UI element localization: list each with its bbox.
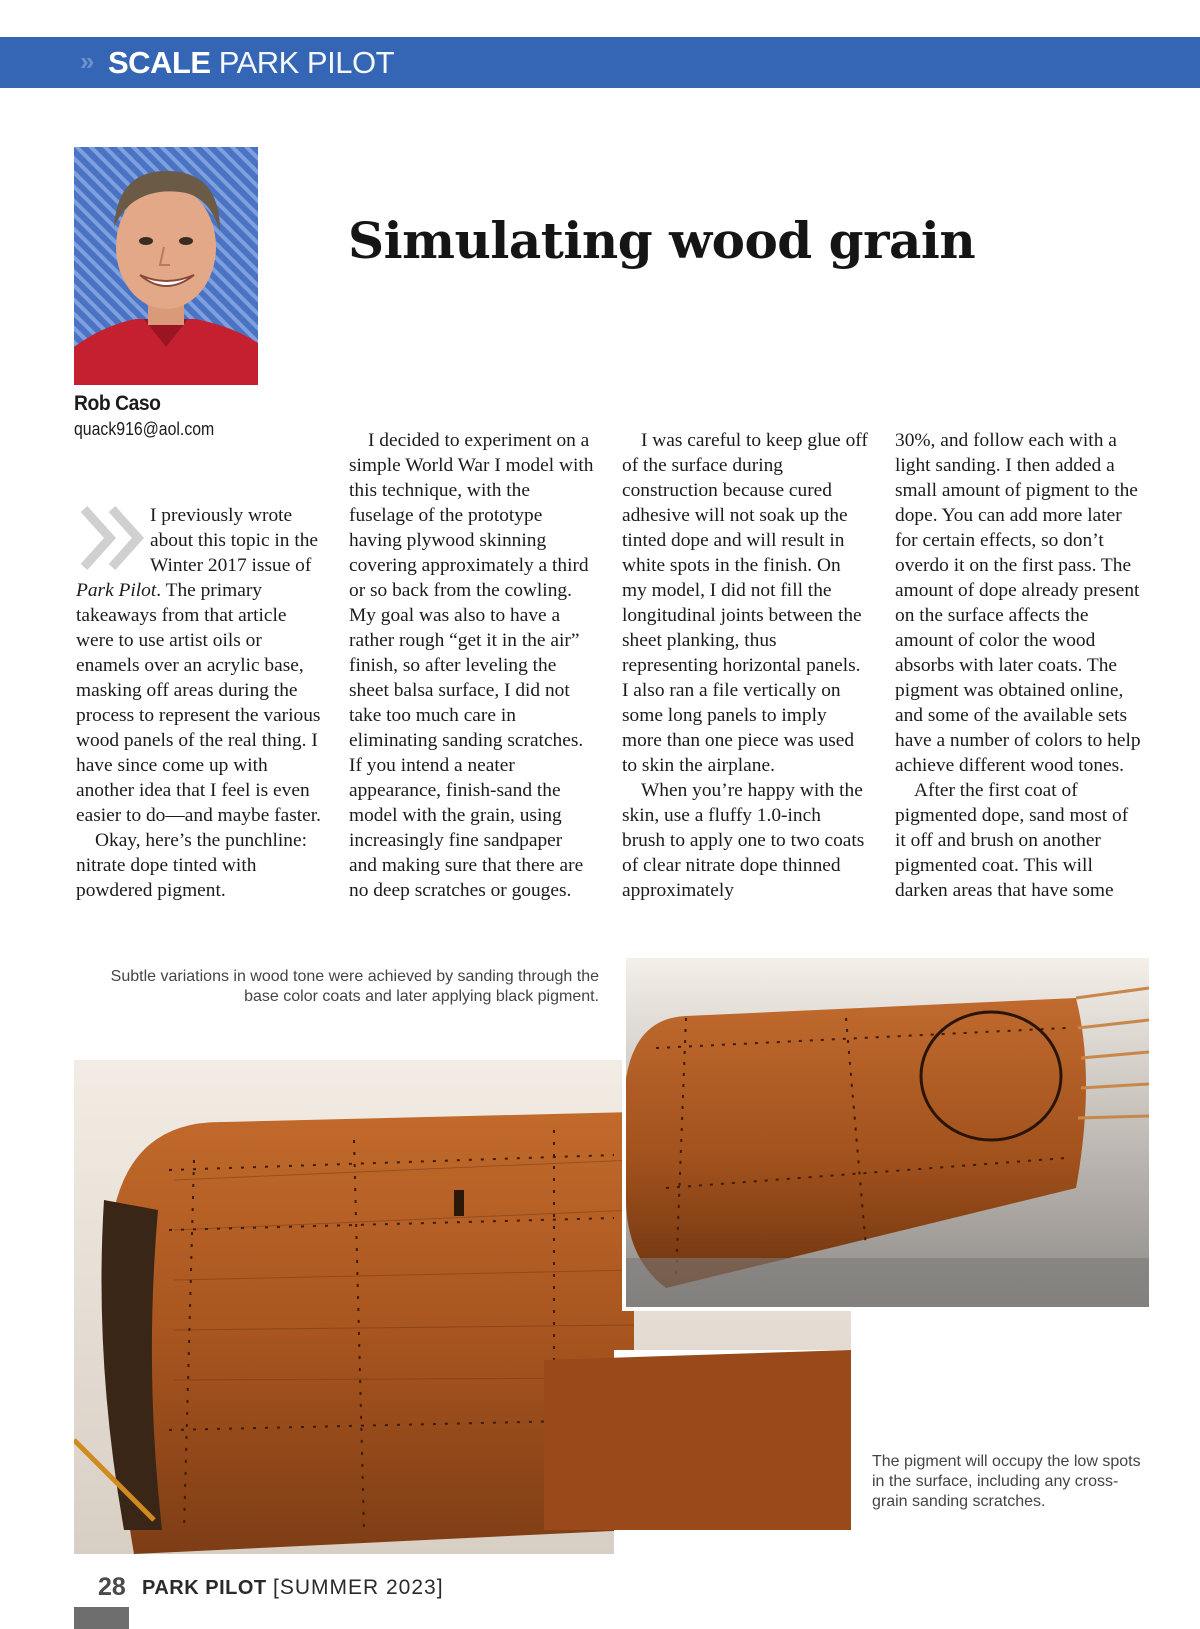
paragraph: I was careful to keep glue off of the surface during construction because cured adhesive will not soak up the tinted dope and will result in white spots in the finish. On my model, I did not fill the longitudinal joints between the sheet planking, thus representing horizontal panels. I also ran a file vertically on some long panels to imply more than one piece was used to skin the airplane. <box>622 430 868 776</box>
article-title: Simulating wood grain <box>348 211 976 270</box>
article-column-1 <box>76 503 322 903</box>
section-title-bold: SCALE <box>108 45 211 80</box>
paragraph-text: . The primary takeaways from that article were to use artist oils or enamels over an acrylic base, masking off areas during the process to represent the various wood panels of the real thing. I have since come up with another idea that I feel is even easier to do—and maybe faster. <box>76 580 321 826</box>
page-number-tab <box>74 1607 129 1629</box>
author-email[interactable]: quack916@aol.com <box>74 419 215 439</box>
article-column-4 <box>895 428 1141 903</box>
chevron-icon: » <box>80 46 86 76</box>
photo-caption-left: Subtle variations in wood tone were achieved by sanding through the base color coats and later applying black pigment. <box>110 968 599 1005</box>
author-photo <box>74 147 258 385</box>
section-title <box>108 45 394 81</box>
paragraph: Okay, here’s the punchline: nitrate dope tinted with powdered pigment. <box>76 830 307 901</box>
paragraph: 30%, and follow each with a light sanding. I then added a small amount of pigment to the dope. You can add more later for certain effects, so don’t overdo it on the first pass. The amount of dope already present on the surface affects the amount of color the wood absorbs with later coats. The pigment was obtained online, and some of the available sets have a number of colors to help achieve different wood tones. <box>895 430 1141 776</box>
article-column-3 <box>622 428 868 903</box>
section-header-bar <box>0 37 1200 88</box>
paragraph: After the first coat of pigmented dope, sand most of it off and brush on another pigmented coat. This will darken areas that have some <box>895 780 1129 901</box>
photo-caption-right: The pigment will occupy the low spots in the surface, including any cross-grain sanding scratches. <box>872 1453 1141 1510</box>
section-title-light: PARK PILOT <box>218 45 395 80</box>
footer-magazine-name: PARK PILOT <box>142 1577 267 1599</box>
paragraph-text: I previously wrote about this topic in the Winter 2017 issue of <box>150 505 319 576</box>
paragraph: When you’re happy with the skin, use a fluffy 1.0-inch brush to apply one to two coats of clear nitrate dope thinned approximately <box>622 780 865 901</box>
article-column-2 <box>349 428 595 903</box>
magazine-name-italic: Park Pilot <box>76 580 157 601</box>
double-chevron-icon <box>76 505 148 571</box>
author-name: Rob Caso <box>74 392 161 415</box>
footer-issue: [SUMMER 2023] <box>273 1576 444 1599</box>
page-number: 28 <box>98 1573 126 1601</box>
paragraph: I decided to experiment on a simple World War I model with this technique, with the fuselage of the prototype having plywood skinning covering approximately a third or so back from the cowling. My goal was also to have a rather rough “get it in the air” finish, so after leveling the sheet balsa surface, I did not take too much care in eliminating sanding scratches. If you intend a neater appearance, finish-sand the model with the grain, using increasingly fine sandpaper and making sure that there are no deep scratches or gouges. <box>349 430 594 901</box>
fuselage-photo-roundel <box>622 958 1149 1311</box>
